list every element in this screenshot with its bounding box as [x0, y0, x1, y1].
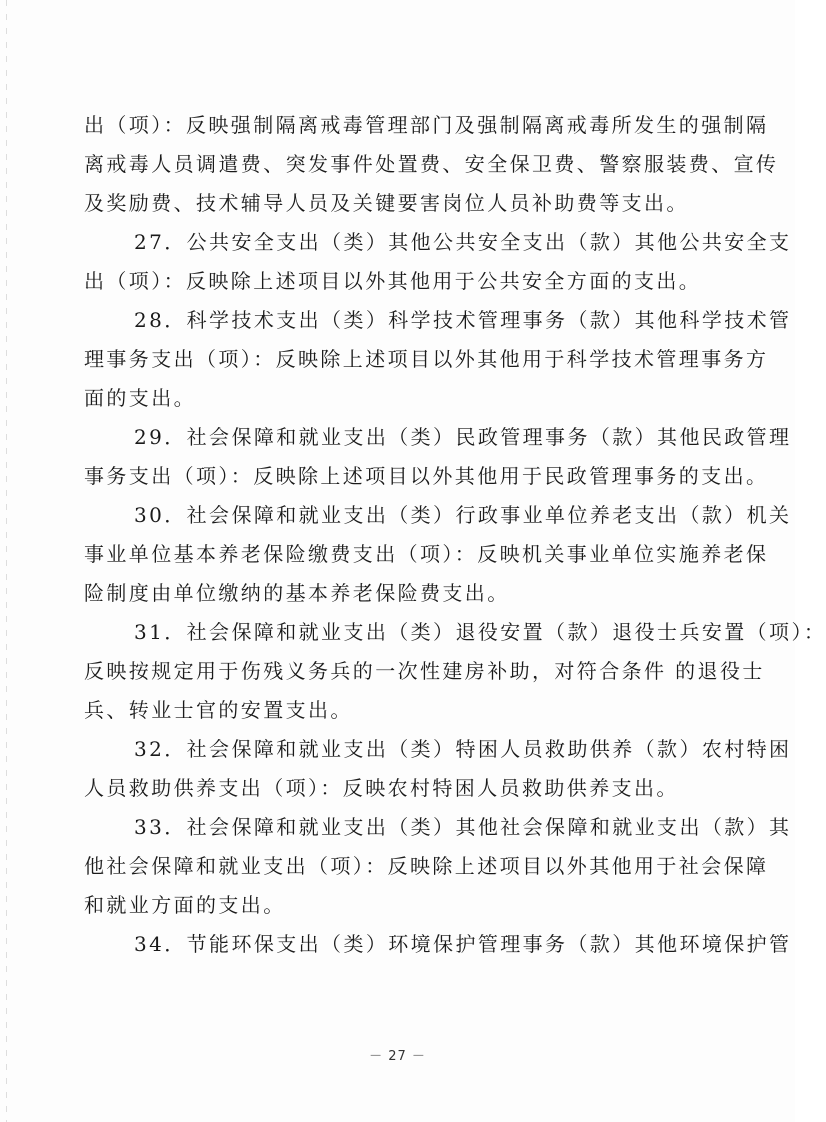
body-text — [84, 106, 826, 964]
text-line: 兵、转业士官的安置支出。 — [84, 698, 353, 722]
paragraph-29-line: 29．社会保障和就业支出（类）民政管理事务（款）其他民政管理 — [134, 425, 792, 449]
paragraph-30-line: 30．社会保障和就业支出（类）行政事业单位养老支出（款）机关 — [134, 503, 792, 527]
text-line: 及奖励费、技术辅导人员及关键要害岗位人员补助费等支出。 — [84, 191, 689, 215]
paragraph-28-line: 28．科学技术支出（类）科学技术管理事务（款）其他科学技术管 — [134, 308, 792, 332]
text-line: 他社会保障和就业支出（项）：反映除上述项目以外其他用于社会保障 — [84, 854, 769, 878]
text-line: 离戒毒人员调遣费、突发事件处置费、安全保卫费、警察服装费、宣传 — [84, 152, 779, 176]
scan-edge-mark — [6, 0, 7, 1122]
text-line: 人员救助供养支出（项）：反映农村特困人员救助供养支出。 — [84, 776, 679, 800]
paragraph-33-line: 33．社会保障和就业支出（类）其他社会保障和就业支出（款）其 — [134, 815, 792, 839]
text-line: 理事务支出（项）：反映除上述项目以外其他用于科学技术管理事务方 — [84, 347, 769, 371]
text-line: 事业单位基本养老保险缴费支出（项）：反映机关事业单位实施养老保 — [84, 542, 769, 566]
text-line: 反映按规定用于伤残义务兵的一次性建房补助，对符合条件 的退役士 — [84, 659, 765, 683]
paragraph-27-line: 27．公共安全支出（类）其他公共安全支出（款）其他公共安全支 — [134, 230, 792, 254]
text-line: 险制度由单位缴纳的基本养老保险费支出。 — [84, 581, 510, 605]
page-number: － 27 － — [369, 1049, 426, 1064]
text-line: 和就业方面的支出。 — [84, 893, 286, 917]
text-line: 面的支出。 — [84, 386, 196, 410]
text-line: 出（项）：反映除上述项目以外其他用于公共安全方面的支出。 — [84, 269, 702, 293]
paragraph-34-line: 34．节能环保支出（类）环境保护管理事务（款）其他环境保护管 — [134, 932, 792, 956]
paragraph-31-line: 31．社会保障和就业支出（类）退役安置（款）退役士兵安置（项）： — [134, 620, 826, 644]
text-line: 出（项）：反映强制隔离戒毒管理部门及强制隔离戒毒所发生的强制隔 — [84, 113, 769, 137]
paragraph-32-line: 32．社会保障和就业支出（类）特困人员救助供养（款）农村特困 — [134, 737, 792, 761]
text-line: 事务支出（项）：反映除上述项目以外其他用于民政管理事务的支出。 — [84, 464, 769, 488]
